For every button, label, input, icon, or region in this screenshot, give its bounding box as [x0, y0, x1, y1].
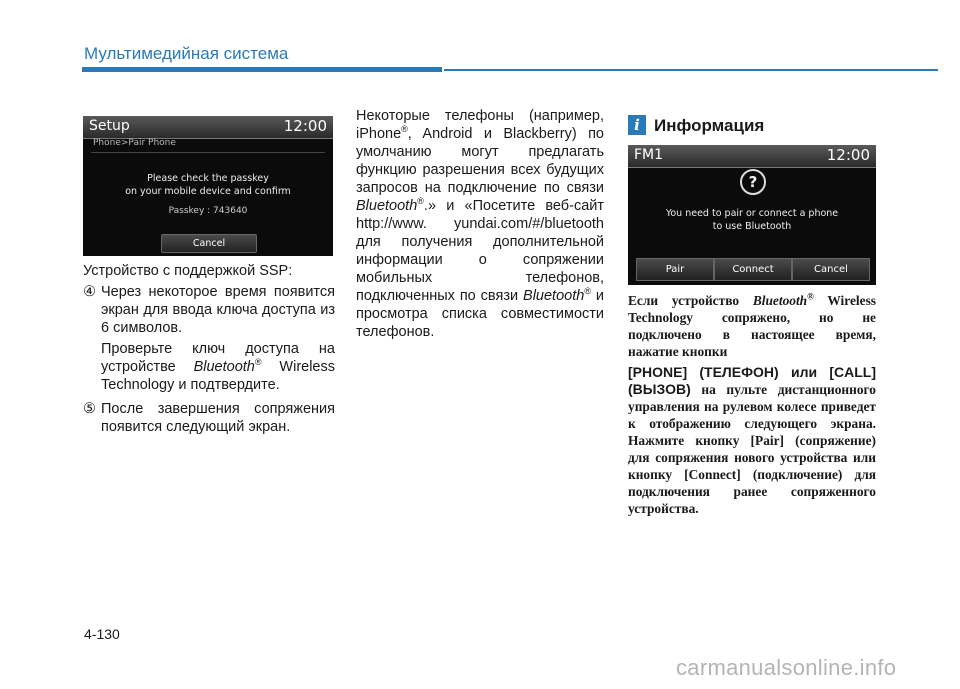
screen-clock: 12:00: [826, 146, 870, 164]
page-number: 4-130: [84, 626, 120, 642]
breadcrumb: Phone>Pair Phone: [93, 138, 176, 148]
registered-mark: ®: [401, 124, 408, 135]
cancel-button[interactable]: Cancel: [161, 234, 257, 253]
step-4-number: ④: [83, 284, 96, 300]
info-paragraph-1: [628, 292, 876, 360]
pair-message-line2: to use Bluetooth: [712, 221, 792, 232]
step-4-text: Через некоторое время появится экран для ввода ключа доступа из 6 символов.: [101, 284, 335, 336]
col2-text-mid2: .» и «Посетите веб-сайт http://www. yundai.com/#/bluetooth для получения дополнительной информации о сопряжении мобильных телефонов, подключенных по связи: [356, 198, 604, 304]
passkey-screen: [83, 116, 333, 256]
passkey-message-line2: on your mobile device and confirm: [125, 186, 291, 197]
registered-mark: ®: [417, 196, 424, 207]
question-icon: ?: [740, 169, 766, 195]
registered-mark: ®: [254, 357, 262, 368]
col3-p2-text: на пульте дистанционного управления на рулевом колесе приведет к отображению следующего экрана. Нажмите кнопку [Pair] (сопряжение) для сопряжения нового устройства или кнопку [Connect] (подключение) для подключения ранее сопряженного устройства.: [628, 382, 876, 516]
screen-title: FM1: [634, 147, 664, 163]
header-bar-thick: [82, 67, 442, 72]
column-3-text: [628, 292, 876, 521]
steering-keys: [PHONE] (ТЕЛЕФОН) или [CALL] (ВЫЗОВ): [628, 364, 876, 397]
step-4: [83, 283, 335, 337]
info-paragraph-2: [628, 364, 876, 517]
ssp-intro: Устройство с поддержкой SSP:: [83, 263, 293, 279]
registered-mark: ®: [807, 291, 814, 302]
column-1-text: [83, 262, 335, 436]
bluetooth-term: Bluetooth: [356, 198, 418, 214]
col2-text-pre: Некоторые телефоны (например, iPhone: [356, 108, 604, 142]
bluetooth-term: Bluetooth: [523, 288, 585, 304]
screen-header: [83, 116, 333, 139]
column-2-text: [356, 107, 604, 341]
screen-clock: 12:00: [283, 117, 327, 135]
step-4-sub-post: Wireless Technology и подтвердите.: [101, 359, 335, 393]
connect-button[interactable]: Connect: [714, 258, 792, 281]
registered-mark: ®: [584, 286, 591, 297]
col2-text-end: и просмотра списка совместимости телефонов.: [356, 288, 605, 340]
bluetooth-term: Bluetooth: [193, 359, 255, 375]
step-4-sub-pre: Проверьте ключ доступа на устройстве: [101, 341, 335, 375]
passkey-value: Passkey : 743640: [168, 206, 248, 216]
pair-connect-screen: [628, 145, 876, 285]
step-5: [83, 400, 335, 436]
pair-button[interactable]: Pair: [636, 258, 714, 281]
section-title: Мультимедийная система: [84, 44, 289, 63]
info-icon: i: [628, 115, 646, 135]
pair-message: [628, 207, 876, 233]
bluetooth-term: Bluetooth: [752, 293, 808, 308]
pair-message-line1: You need to pair or connect a phone: [665, 208, 839, 219]
step-5-number: ⑤: [83, 401, 96, 417]
passkey-message: [83, 172, 333, 198]
screen-title: Setup: [89, 118, 130, 134]
col3-p1-post: Wireless Technology сопряжено, но не подключено в настоящее время, нажатие кнопки: [628, 293, 876, 359]
step-5-text: После завершения сопряжения появится следующий экран.: [101, 401, 335, 435]
screen-header: [628, 145, 876, 168]
col2-text-mid1: , Android и Blackberry) по умолчанию могут предлагать функцию разрешения всех будущих запросов на подключение по связи: [356, 126, 604, 196]
screen-divider: [91, 152, 325, 153]
header-bar-thin: [444, 69, 938, 71]
cancel-button[interactable]: Cancel: [792, 258, 870, 281]
passkey-message-line1: Please check the passkey: [147, 173, 269, 184]
info-title: Информация: [654, 116, 765, 135]
step-4-subtext: [83, 340, 335, 394]
watermark: carmanualsonline.info: [676, 655, 897, 680]
col3-p1-pre: Если устройство: [628, 293, 740, 308]
